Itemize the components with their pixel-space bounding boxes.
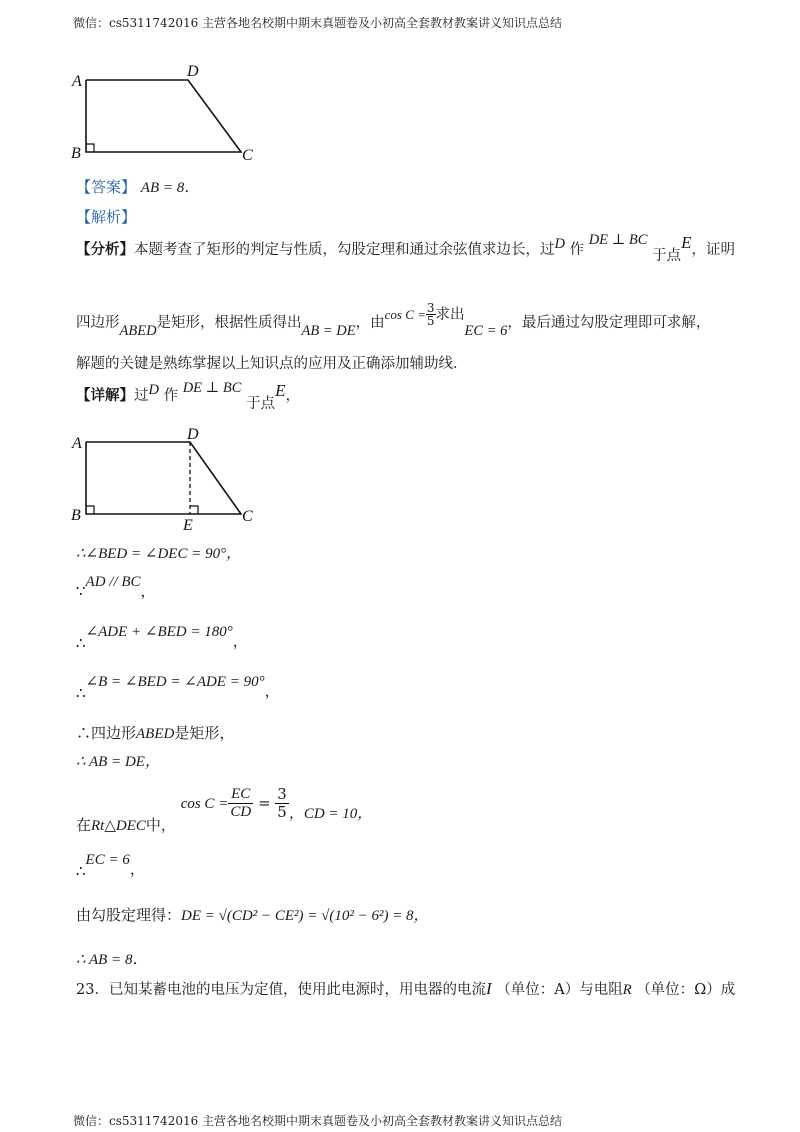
step-5-abed: ABED [136, 726, 175, 742]
fraction-denominator: 5 [426, 314, 435, 328]
step-3 [76, 620, 248, 650]
step-3-comma: ， [232, 632, 248, 650]
answer-tag: 【答案】 [76, 178, 137, 196]
step-8 [76, 848, 145, 878]
detail-point-d: D [148, 382, 159, 398]
q23-resistance-r: R [622, 982, 632, 998]
label-d: D [187, 63, 199, 80]
step-6: ∴ AB = DE， [76, 754, 160, 770]
step-7 [76, 782, 372, 832]
label-e2: E [183, 517, 193, 534]
perp-de-bc: DE ⊥ BC [588, 232, 648, 248]
therefore-symbol-2: ∴ [76, 684, 86, 702]
eq-ab-de: AB = DE [301, 322, 356, 339]
label-d2: D [187, 426, 199, 443]
cd-10: ，CD = 10， [288, 805, 373, 822]
step-5-prefix: ∴四边形 [76, 724, 137, 742]
cos-c: cos C = [384, 306, 426, 322]
step-7-equals: = [257, 793, 271, 812]
triangle-dec: Rt△DEC [91, 817, 146, 834]
fraction-numerator: 3 [426, 301, 435, 315]
fraction-ec: EC [228, 786, 253, 804]
step-7-cos: cos C = [180, 795, 229, 812]
step-5-suffix: 是矩形， [174, 724, 235, 742]
detail-point-e: E [275, 381, 286, 400]
answer-text: AB = 8． [140, 180, 200, 196]
because-symbol: ∵ [76, 582, 86, 600]
step-7-zai: 在 [76, 815, 92, 834]
question-23 [76, 978, 735, 999]
analysis-comma: ， [355, 314, 371, 331]
analysis-zhengming: ，证明 [691, 242, 735, 258]
angle-sum-180: ∠ADE + ∠BED = 180° [85, 624, 233, 640]
analysis-tag: 【解析】 [76, 208, 137, 226]
fraction-5: 5 [277, 803, 287, 821]
q23-text-1: 23．已知某蓄电池的电压为定值，使用此电源时，用电器的电流 [76, 982, 486, 998]
label-a: A [72, 73, 82, 90]
step-9 [76, 904, 429, 925]
therefore-symbol: ∴ [76, 634, 86, 652]
detail-tag: 【详解】 [76, 387, 134, 404]
step-7-zhong: 中， [145, 815, 176, 834]
detail-yudian: 于点 [246, 396, 276, 412]
detail-zuo: 作 [163, 388, 179, 404]
right-angles: ∠B = ∠BED = ∠ADE = 90° [85, 674, 265, 690]
fraction-3-5-b [275, 786, 289, 821]
label-a2: A [72, 435, 82, 452]
step-9-prefix: 由勾股定理得： [76, 906, 182, 924]
analysis-qiuchu: 求出 [435, 306, 465, 323]
q23-unit-label-2: （单位： [636, 982, 695, 998]
step-5 [76, 722, 234, 743]
detail-perp-de-bc: DE ⊥ BC [182, 380, 242, 396]
analysis-zuo: 作 [569, 242, 585, 258]
detail-comma: ， [285, 388, 300, 404]
analysis-yudian: 于点 [652, 248, 682, 264]
trapezoid-figure [66, 62, 266, 168]
fraction-3-5 [426, 302, 436, 327]
q23-unit-omega: Ω [694, 982, 707, 998]
analysis-sibianxing: 四边形 [76, 314, 120, 331]
point-d: D [554, 236, 565, 252]
analysis-line-2 [76, 302, 710, 342]
ec-equals-6: EC = 6 [85, 852, 130, 868]
therefore-symbol-3: ∴ [76, 862, 86, 880]
analysis-line-1 [76, 232, 735, 264]
fraction-cd: CD [230, 804, 252, 820]
page-footer: 微信：cs5311742016 主营各地名校期中期末真题卷及小初高全套教材教案讲义知识点总结 [73, 1114, 563, 1128]
analysis-text-3: ，最后通过勾股定理即可求解， [507, 314, 711, 331]
step-1: ∴∠BED = ∠DEC = 90°， [76, 546, 242, 562]
pythagoras-calc: DE = √(CD² − CE²) = √(10² − 6²) = 8， [181, 908, 429, 924]
label-c: C [242, 147, 253, 164]
answer-line [76, 176, 199, 197]
label-c2: C [242, 508, 253, 525]
q23-unit-label-1: （单位： [496, 982, 555, 998]
analysis-text-1: 本题考查了矩形的判定与性质，勾股定理和通过余弦值求边长，过 [134, 242, 555, 258]
analysis-line-3: 解题的关键是熟练掌握以上知识点的应用及正确添加辅助线． [76, 356, 468, 372]
analysis-you: 由 [370, 314, 385, 331]
label-b2: B [71, 507, 81, 524]
detail-guo: 过 [134, 388, 149, 404]
trapezoid-with-height-figure [66, 424, 266, 534]
q23-current-i: I [485, 979, 492, 998]
detail-line [76, 380, 300, 412]
step-10: ∴ AB = 8． [76, 952, 148, 968]
fraction-ec-cd [228, 786, 253, 821]
q23-unit-a: A [554, 982, 565, 998]
step-2 [76, 570, 156, 600]
q23-text-3: ）成 [706, 982, 736, 998]
eq-ec-6: EC = 6 [464, 322, 508, 339]
step-8-comma: ， [129, 860, 145, 878]
label-b: B [71, 145, 81, 162]
point-e: E [681, 233, 692, 252]
analysis-fenxi-tag: 【分析】 [76, 241, 134, 258]
parallel-ad-bc: AD // BC [85, 574, 141, 590]
quad-abed: ABED [119, 322, 157, 339]
q23-text-2: ）与电阻 [564, 982, 623, 998]
step-2-comma: ， [140, 582, 156, 600]
step-4 [76, 670, 280, 700]
analysis-text-2: 是矩形，根据性质得出 [156, 314, 302, 331]
page-header: 微信：cs5311742016 主营各地名校期中期末真题卷及小初高全套教材教案讲义知识点总结 [73, 16, 563, 30]
fraction-3: 3 [277, 785, 287, 803]
step-4-comma: ， [264, 682, 280, 700]
